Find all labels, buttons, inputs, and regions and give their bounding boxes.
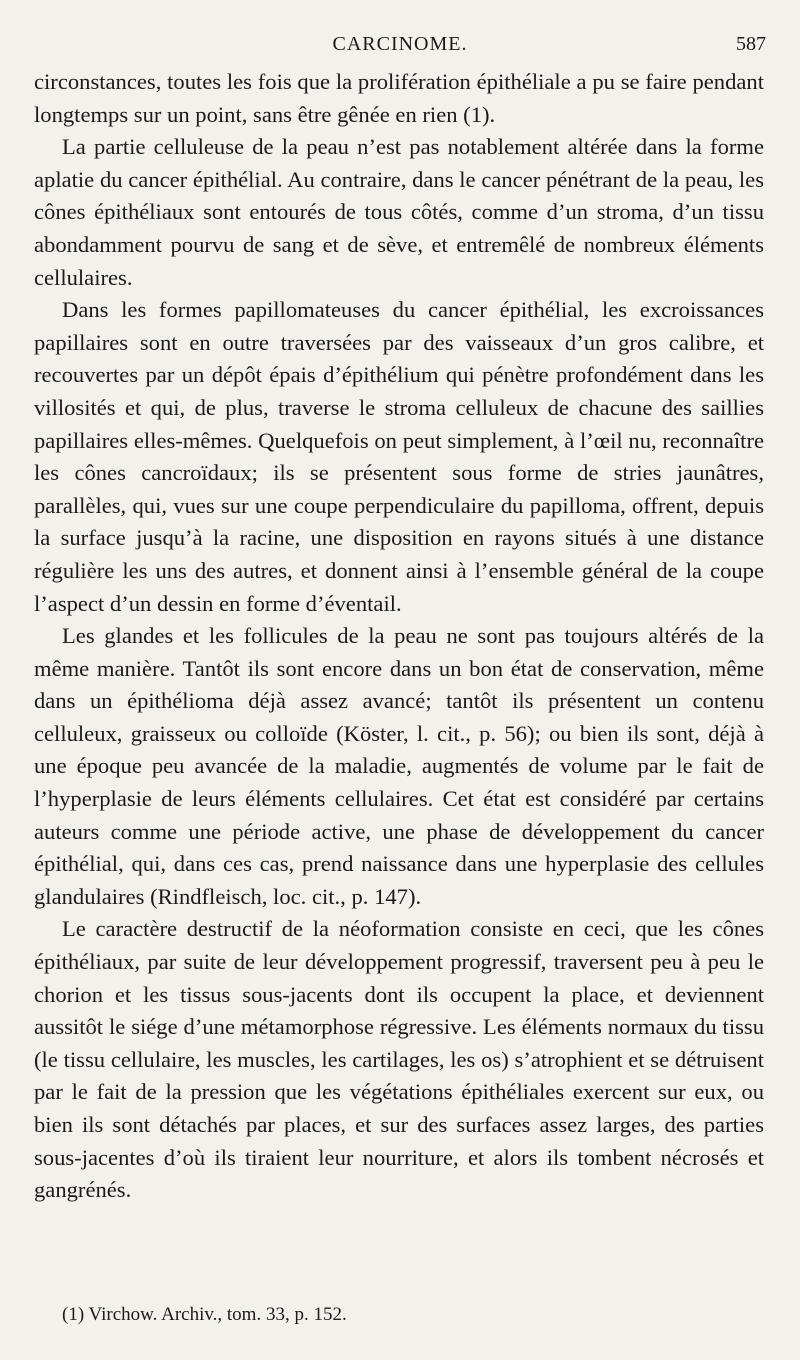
page-header (34, 30, 766, 58)
paragraph-cellular-layer: La partie celluleuse de la peau n’est pas notablement altérée dans la forme aplatie du cancer épithélial. Au contraire, dans le cancer pénétrant de la peau, les cônes épithéliaux sont entourés de tous côtés, comme d’un stroma, d’un tissu abondamment pourvu de sang et de sève, et entremêlé de nombreux éléments cellulaires. (34, 134, 764, 290)
paragraph-destructive-character: Le caractère destructif de la néoformation consiste en ceci, que les cônes épithéliaux, par suite de leur développement progressif, traversent peu à peu le chorion et les tissus sous-jacents dont ils occupent la place, et deviennent aussitôt le siége d’une métamorphose régressive. Les éléments normaux du tissu (le tissu cellulaire, les muscles, les cartilages, les os) s’atrophient et se détruisent par le fait de la pression que les végétations épithéliales exercent sur eux, ou bien ils sont détachés par places, et sur des surfaces assez larges, des parties sous-jacentes d’où ils tiraient leur nourriture, et alors ils tombent nécrosés et gangrénés. (34, 916, 764, 1203)
paragraph-continuation: circonstances, toutes les fois que la prolifération épithéliale a pu se faire pendant longtemps sur un point, sans être gênée en rien (1). (34, 69, 764, 127)
page-number: 587 (736, 33, 766, 55)
body-text (34, 66, 764, 1207)
footnote: (1) Virchow. Archiv., tom. 33, p. 152. (62, 1304, 347, 1325)
running-title: CARCINOME. (332, 33, 468, 55)
paragraph-glands-follicles: Les glandes et les follicules de la peau ne sont pas toujours altérés de la même manière. Tantôt ils sont encore dans un bon état de conservation, même dans un épithélioma déjà assez avancé; tantôt ils présentent un contenu celluleux, graisseux ou colloïde (Köster, l. cit., p. 56); ou bien ils sont, déjà à une époque peu avancée de la maladie, augmentés de volume par le fait de l’hyperplasie de leurs éléments cellulaires. Cet état est considéré par certains auteurs comme une période active, une phase de développement du cancer épithélial, qui, dans ces cas, prend naissance dans une hyperplasie des cellules glandulaires (Rindfleisch, loc. cit., p. 147). (34, 623, 764, 909)
paragraph-papillomatous-forms: Dans les formes papillomateuses du cancer épithélial, les excroissances papillaires sont en outre traversées par des vaisseaux d’un gros calibre, et recouvertes par un dépôt épais d’épithélium qui pénètre profondément dans les villosités et qui, de plus, traverse le stroma celluleux de chacune des saillies papillaires elles-mêmes. Quelquefois on peut simplement, à l’œil nu, reconnaître les cônes cancroïdaux; ils se présentent sous forme de stries jaunâtres, parallèles, qui, vues sur une coupe perpendiculaire du papilloma, offrent, depuis la surface jusqu’à la racine, une disposition en rayons situés à une distance régulière les uns des autres, et donnent ainsi à l’ensemble général de la coupe l’aspect d’un dessin en forme d’éventail. (34, 297, 764, 616)
